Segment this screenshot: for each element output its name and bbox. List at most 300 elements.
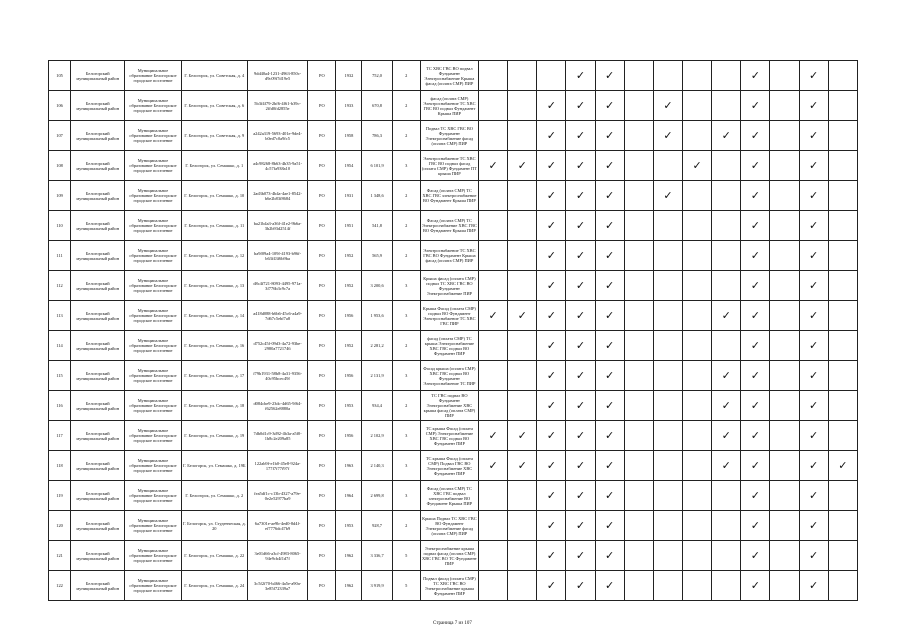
mark-cell (712, 91, 741, 121)
guid-cell: d8c4f721-8093-4495-971a-3f776b3c9c7a (247, 271, 307, 301)
check-icon: ✓ (605, 69, 615, 82)
district-cell: Белогорский муниципальный район (71, 541, 125, 571)
mark-cell (566, 571, 595, 601)
mark-cell (479, 301, 508, 331)
mark-cell (712, 181, 741, 211)
address-cell: Г. Белогорск, ул. Семашко, д. 13 (181, 271, 247, 301)
municipality-cell: Муниципальное образование Белогорское городское поселение (125, 61, 181, 91)
mark-cell (595, 331, 624, 361)
mark-cell (624, 211, 653, 241)
row-number: 122 (49, 571, 71, 601)
mark-cell (479, 541, 508, 571)
check-icon: ✓ (663, 189, 673, 202)
check-icon: ✓ (809, 339, 819, 352)
district-cell: Белогорский муниципальный район (71, 301, 125, 331)
check-icon: ✓ (546, 549, 556, 562)
mark-cell (624, 451, 653, 481)
row-number: 110 (49, 211, 71, 241)
check-icon: ✓ (575, 309, 586, 322)
guid-cell: 9dd40a4-1231-4963-850c-d9c09f7d19e5 (247, 61, 307, 91)
type-cell: РО (308, 481, 336, 511)
municipality-cell: Муниципальное образование Белогорское городское поселение (125, 571, 181, 601)
mark-cell (828, 61, 857, 91)
address-cell: Г. Белогорск, ул. Семашко, д. 17 (181, 361, 247, 391)
district-cell: Белогорский муниципальный район (71, 121, 125, 151)
table-row (49, 211, 858, 241)
mark-cell (508, 571, 537, 601)
year-cell: 1953 (336, 391, 362, 421)
area-cell: 2 140,3 (362, 451, 392, 481)
year-cell: 1933 (336, 91, 362, 121)
row-number: 119 (49, 481, 71, 511)
check-icon: ✓ (809, 129, 819, 142)
floors-cell: 3 (392, 301, 420, 331)
type-cell: РО (308, 151, 336, 181)
mark-cell (508, 151, 537, 181)
mark-cell (479, 211, 508, 241)
check-icon: ✓ (546, 519, 556, 532)
mark-cell (683, 211, 712, 241)
mark-cell (508, 361, 537, 391)
check-icon: ✓ (605, 369, 615, 382)
type-cell: РО (308, 511, 336, 541)
check-icon: ✓ (809, 69, 819, 82)
mark-cell (479, 331, 508, 361)
check-icon: ✓ (546, 189, 556, 202)
table-row (49, 421, 858, 451)
district-cell: Белогорский муниципальный район (71, 181, 125, 211)
type-cell: РО (308, 91, 336, 121)
mark-cell (828, 271, 857, 301)
mark-cell (508, 481, 537, 511)
row-number: 115 (49, 361, 71, 391)
mark-cell (508, 511, 537, 541)
check-icon: ✓ (721, 129, 731, 142)
type-cell: РО (308, 421, 336, 451)
district-cell: Белогорский муниципальный район (71, 571, 125, 601)
year-cell: 1962 (336, 571, 362, 601)
mark-cell (653, 331, 682, 361)
address-cell: Г. Белогорск, ул. Семашко, д. 18 (181, 391, 247, 421)
mark-cell (828, 511, 857, 541)
check-icon: ✓ (605, 579, 615, 592)
mark-cell (799, 481, 828, 511)
check-icon: ✓ (750, 189, 760, 202)
mark-cell (770, 91, 799, 121)
type-cell: РО (308, 61, 336, 91)
floors-cell: 5 (392, 571, 420, 601)
mark-cell (799, 301, 828, 331)
mark-cell (683, 181, 712, 211)
check-icon: ✓ (750, 339, 760, 352)
check-icon: ✓ (488, 309, 498, 322)
mark-cell (683, 331, 712, 361)
mark-cell (653, 451, 682, 481)
mark-cell (712, 151, 741, 181)
mark-cell (741, 541, 770, 571)
mark-cell (624, 571, 653, 601)
check-icon: ✓ (809, 309, 819, 322)
address-cell: Г. Белогорск, ул. Семашко, д. 19 (181, 421, 247, 451)
mark-cell (770, 511, 799, 541)
table-row (49, 511, 858, 541)
works-cell: фасад (оплата СМР) Электроснабжение ТС ХВС ГВС ВО подвал Фундамент Крыша ПИР (420, 91, 478, 121)
year-cell: 1931 (336, 181, 362, 211)
mark-cell (653, 181, 682, 211)
check-icon: ✓ (605, 339, 615, 352)
mark-cell (566, 331, 595, 361)
check-icon: ✓ (750, 429, 760, 442)
check-icon: ✓ (809, 519, 819, 532)
mark-cell (508, 121, 537, 151)
mark-cell (828, 571, 857, 601)
mark-cell (624, 481, 653, 511)
mark-cell (479, 571, 508, 601)
mark-cell (508, 181, 537, 211)
type-cell: РО (308, 181, 336, 211)
district-cell: Белогорский муниципальный район (71, 511, 125, 541)
check-icon: ✓ (605, 189, 615, 202)
floors-cell: 2 (392, 241, 420, 271)
year-cell: 1954 (336, 151, 362, 181)
municipality-cell: Муниципальное образование Белогорское городское поселение (125, 301, 181, 331)
check-icon: ✓ (750, 399, 760, 412)
year-cell: 1952 (336, 241, 362, 271)
mark-cell (624, 361, 653, 391)
floors-cell: 2 (392, 121, 420, 151)
mark-cell (595, 241, 624, 271)
check-icon: ✓ (575, 549, 586, 562)
mark-cell (537, 451, 566, 481)
mark-cell (683, 301, 712, 331)
works-cell: фасад (оплата СМР) ТС крыша Электроснабжение ХВС ГВС подвал ВО Фундамент ПИР (420, 331, 478, 361)
mark-cell (712, 121, 741, 151)
check-icon: ✓ (750, 279, 760, 292)
type-cell: РО (308, 211, 336, 241)
mark-cell (653, 481, 682, 511)
mark-cell (683, 91, 712, 121)
mark-cell (799, 241, 828, 271)
municipality-cell: Муниципальное образование Белогорское городское поселение (125, 271, 181, 301)
check-icon: ✓ (546, 429, 556, 442)
mark-cell (624, 181, 653, 211)
check-icon: ✓ (605, 489, 615, 502)
mark-cell (799, 391, 828, 421)
mark-cell (479, 91, 508, 121)
mark-cell (828, 541, 857, 571)
check-icon: ✓ (809, 189, 819, 202)
mark-cell (712, 211, 741, 241)
address-cell: Г. Белогорск, ул. Советская, д. 6 (181, 91, 247, 121)
mark-cell (479, 181, 508, 211)
mark-cell (741, 451, 770, 481)
year-cell: 1956 (336, 301, 362, 331)
mark-cell (595, 391, 624, 421)
mark-cell (624, 241, 653, 271)
address-cell: Г. Белогорск, ул. Семашко, д. 12 (181, 241, 247, 271)
mark-cell (595, 511, 624, 541)
mark-cell (653, 391, 682, 421)
floors-cell: 3 (392, 271, 420, 301)
check-icon: ✓ (809, 459, 819, 472)
mark-cell (828, 181, 857, 211)
area-cell: 2 102,9 (362, 421, 392, 451)
mark-cell (566, 61, 595, 91)
mark-cell (595, 121, 624, 151)
mark-cell (712, 571, 741, 601)
mark-cell (799, 331, 828, 361)
check-icon: ✓ (750, 519, 760, 532)
table-row (49, 301, 858, 331)
floors-cell: 2 (392, 91, 420, 121)
table-row (49, 541, 858, 571)
area-cell: 934,4 (362, 391, 392, 421)
municipality-cell: Муниципальное образование Белогорское городское поселение (125, 391, 181, 421)
address-cell: Г. Белогорск, ул. Советская, д. 9 (181, 121, 247, 151)
check-icon: ✓ (546, 459, 556, 472)
municipality-cell: Муниципальное образование Белогорское городское поселение (125, 511, 181, 541)
floors-cell: 3 (392, 361, 420, 391)
guid-cell: ba9f09a4-109f-4193-b96f-b63f43f6b9ba (247, 241, 307, 271)
check-icon: ✓ (488, 159, 498, 172)
mark-cell (537, 391, 566, 421)
mark-cell (624, 391, 653, 421)
check-icon: ✓ (546, 129, 556, 142)
check-icon: ✓ (809, 429, 819, 442)
mark-cell (683, 481, 712, 511)
table-row (49, 61, 858, 91)
mark-cell (799, 121, 828, 151)
mark-cell (595, 481, 624, 511)
mark-cell (741, 181, 770, 211)
works-cell: ТС ХВС ГВС ВО подвал Фундамент Электроснабжение Крыша фасад (оплата СМР) ПИР (420, 61, 478, 91)
check-icon: ✓ (809, 399, 819, 412)
mark-cell (595, 361, 624, 391)
year-cell: 1956 (336, 361, 362, 391)
mark-cell (508, 331, 537, 361)
guid-cell: a242a319-5693-401e-9de4-b0ed7c0a9fc5 (247, 121, 307, 151)
municipality-cell: Муниципальное образование Белогорское городское поселение (125, 211, 181, 241)
mark-cell (799, 181, 828, 211)
mark-cell (595, 151, 624, 181)
mark-cell (770, 451, 799, 481)
mark-cell (770, 241, 799, 271)
mark-cell (508, 541, 537, 571)
mark-cell (741, 121, 770, 151)
mark-cell (828, 361, 857, 391)
area-cell: 3 200,6 (362, 271, 392, 301)
check-icon: ✓ (750, 159, 760, 172)
mark-cell (712, 361, 741, 391)
mark-cell (828, 301, 857, 331)
mark-cell (741, 361, 770, 391)
mark-cell (537, 511, 566, 541)
houses-table (48, 60, 858, 601)
check-icon: ✓ (809, 159, 819, 172)
mark-cell (537, 421, 566, 451)
mark-cell (828, 91, 857, 121)
mark-cell (741, 301, 770, 331)
mark-cell (770, 391, 799, 421)
row-number: 107 (49, 121, 71, 151)
mark-cell (537, 121, 566, 151)
check-icon: ✓ (546, 249, 556, 262)
row-number: 106 (49, 91, 71, 121)
mark-cell (770, 421, 799, 451)
mark-cell (741, 511, 770, 541)
mark-cell (595, 181, 624, 211)
check-icon: ✓ (750, 69, 760, 82)
mark-cell (624, 271, 653, 301)
floors-cell: 2 (392, 181, 420, 211)
year-cell: 1956 (336, 421, 362, 451)
mark-cell (508, 91, 537, 121)
mark-cell (828, 481, 857, 511)
check-icon: ✓ (809, 489, 819, 502)
address-cell: Г. Белогорск, ул. Семашко, д. 10 (181, 181, 247, 211)
mark-cell (479, 271, 508, 301)
works-cell: Электроснабжение ТС ХВС ГВС ВО подвал фасад (оплата СМР) Фундамент ПТ крыша ПИР (420, 151, 478, 181)
check-icon: ✓ (750, 99, 760, 112)
mark-cell (566, 361, 595, 391)
check-icon: ✓ (750, 249, 760, 262)
municipality-cell: Муниципальное образование Белогорское городское поселение (125, 121, 181, 151)
mark-cell (712, 301, 741, 331)
mark-cell (653, 361, 682, 391)
mark-cell (741, 61, 770, 91)
mark-cell (566, 481, 595, 511)
mark-cell (508, 301, 537, 331)
check-icon: ✓ (575, 339, 586, 352)
mark-cell (683, 541, 712, 571)
mark-cell (595, 301, 624, 331)
area-cell: 928,7 (362, 511, 392, 541)
mark-cell (566, 391, 595, 421)
mark-cell (595, 571, 624, 601)
check-icon: ✓ (721, 399, 731, 412)
guid-cell: 7db0d1c9-3d92-4b3a-a5f0-1b8c2e209a85 (247, 421, 307, 451)
table-row (49, 241, 858, 271)
mark-cell (624, 421, 653, 451)
check-icon: ✓ (605, 219, 615, 232)
works-cell: ТС крыша Фасад (оплата СМР) Электроснабжение ХВС ГВС подвал ВО Фундамент ПИР (420, 421, 478, 451)
guid-cell: 2ad3b073-4b4a-4ae1-8542-b6e2b83f8684 (247, 181, 307, 211)
mark-cell (653, 271, 682, 301)
floors-cell: 2 (392, 211, 420, 241)
row-number: 120 (49, 511, 71, 541)
municipality-cell: Муниципальное образование Белогорское городское поселение (125, 181, 181, 211)
mark-cell (653, 241, 682, 271)
guid-cell: a4c98268-8b63-4b35-9a51-4c57fa938a10 (247, 151, 307, 181)
municipality-cell: Муниципальное образование Белогорское городское поселение (125, 241, 181, 271)
mark-cell (799, 421, 828, 451)
table-row (49, 271, 858, 301)
mark-cell (537, 91, 566, 121)
district-cell: Белогорский муниципальный район (71, 421, 125, 451)
check-icon: ✓ (605, 309, 615, 322)
district-cell: Белогорский муниципальный район (71, 271, 125, 301)
check-icon: ✓ (575, 249, 586, 262)
mark-cell (624, 91, 653, 121)
check-icon: ✓ (517, 159, 527, 172)
check-icon: ✓ (575, 159, 586, 172)
check-icon: ✓ (750, 309, 760, 322)
mark-cell (712, 391, 741, 421)
mark-cell (653, 541, 682, 571)
area-cell: 3 336,7 (362, 541, 392, 571)
mark-cell (828, 211, 857, 241)
mark-cell (683, 271, 712, 301)
mark-cell (508, 61, 537, 91)
check-icon: ✓ (605, 129, 615, 142)
mark-cell (566, 451, 595, 481)
works-cell: Подвал ТС ХВС ГВС ВО Фундамент Электроснабжение фасад (оплата СМР) ПИР (420, 121, 478, 151)
mark-cell (712, 61, 741, 91)
year-cell: 1964 (336, 481, 362, 511)
area-cell: 2 699,8 (362, 481, 392, 511)
type-cell: РО (308, 571, 336, 601)
mark-cell (683, 151, 712, 181)
mark-cell (828, 421, 857, 451)
mark-cell (566, 511, 595, 541)
year-cell: 1953 (336, 511, 362, 541)
mark-cell (712, 511, 741, 541)
mark-cell (566, 121, 595, 151)
mark-cell (537, 61, 566, 91)
mark-cell (479, 451, 508, 481)
mark-cell (770, 121, 799, 151)
mark-cell (537, 331, 566, 361)
mark-cell (799, 271, 828, 301)
area-cell: 2 131,9 (362, 361, 392, 391)
works-cell: Электроснабжение крыша подвал фасад (оплата СМР) ХВС ГВС ВО ТС Фундамент ПИР (420, 541, 478, 571)
row-number: 117 (49, 421, 71, 451)
check-icon: ✓ (750, 369, 760, 382)
mark-cell (741, 571, 770, 601)
type-cell: РО (308, 391, 336, 421)
municipality-cell: Муниципальное образование Белогорское городское поселение (125, 481, 181, 511)
row-number: 118 (49, 451, 71, 481)
mark-cell (799, 211, 828, 241)
row-number: 114 (49, 331, 71, 361)
mark-cell (537, 571, 566, 601)
mark-cell (741, 331, 770, 361)
mark-cell (537, 361, 566, 391)
municipality-cell: Муниципальное образование Белогорское городское поселение (125, 91, 181, 121)
mark-cell (770, 211, 799, 241)
year-cell: 1962 (336, 541, 362, 571)
mark-cell (508, 391, 537, 421)
mark-cell (566, 301, 595, 331)
table-row (49, 481, 858, 511)
mark-cell (683, 451, 712, 481)
year-cell: 1951 (336, 211, 362, 241)
mark-cell (741, 391, 770, 421)
guid-cell: f79b1931-58b8-4a31-9356-40c95bcec49f (247, 361, 307, 391)
row-number: 113 (49, 301, 71, 331)
mark-cell (770, 361, 799, 391)
works-cell: Электроснабжение ТС ХВС ГВС ВО Фундамент Крыша фасад (оплата СМР) ПИР (420, 241, 478, 271)
row-number: 121 (49, 541, 71, 571)
mark-cell (653, 61, 682, 91)
check-icon: ✓ (721, 369, 731, 382)
year-cell: 1963 (336, 451, 362, 481)
check-icon: ✓ (809, 249, 819, 262)
check-icon: ✓ (575, 99, 586, 112)
mark-cell (828, 241, 857, 271)
table-row (49, 181, 858, 211)
mark-cell (828, 391, 857, 421)
